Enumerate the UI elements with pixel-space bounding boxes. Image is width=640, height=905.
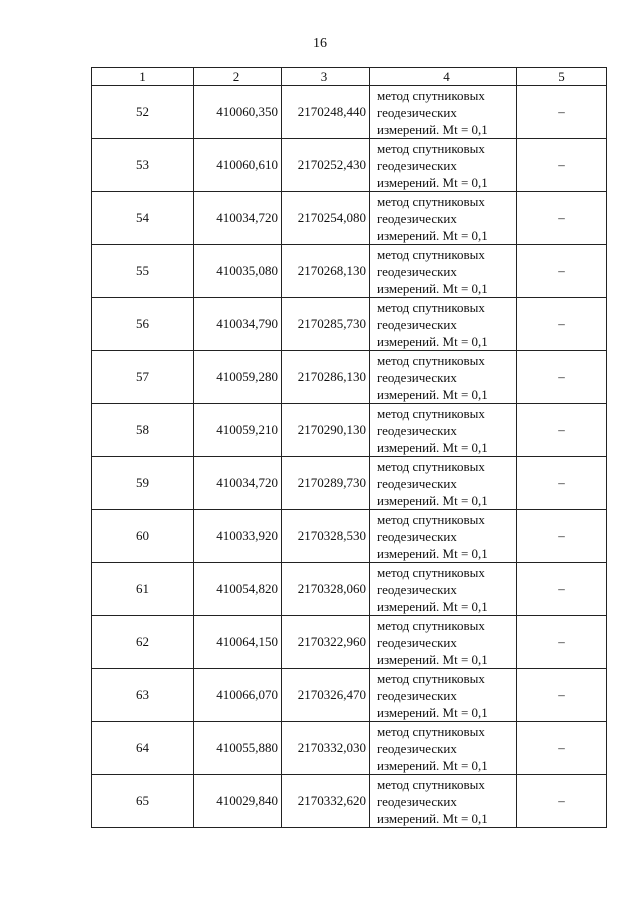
method-cell	[370, 669, 517, 722]
method-cell	[370, 616, 517, 669]
method-line: измерений. Mt = 0,1	[377, 704, 488, 720]
table-row	[92, 86, 607, 139]
method-line: измерений. Mt = 0,1	[377, 121, 488, 137]
point-number-cell: 56	[92, 298, 194, 351]
method-line: измерений. Mt = 0,1	[377, 174, 488, 190]
method-line: измерений. Mt = 0,1	[377, 757, 488, 773]
method-cell	[370, 86, 517, 139]
table-header-row	[92, 68, 607, 86]
y-coordinate-cell: 2170328,060	[282, 563, 370, 616]
method-cell	[370, 139, 517, 192]
method-line: метод спутниковых	[377, 352, 485, 368]
table-row	[92, 669, 607, 722]
method-line: измерений. Mt = 0,1	[377, 492, 488, 508]
method-line: измерений. Mt = 0,1	[377, 651, 488, 667]
x-coordinate-cell: 410033,920	[194, 510, 282, 563]
point-number-cell: 54	[92, 192, 194, 245]
y-coordinate-cell: 2170286,130	[282, 351, 370, 404]
note-cell: –	[517, 457, 607, 510]
x-coordinate-cell: 410060,610	[194, 139, 282, 192]
column-header-5: 5	[517, 68, 607, 86]
note-cell: –	[517, 86, 607, 139]
table-row	[92, 563, 607, 616]
method-cell	[370, 722, 517, 775]
method-line: геодезических	[377, 581, 457, 597]
method-line: метод спутниковых	[377, 723, 485, 739]
note-cell: –	[517, 722, 607, 775]
point-number-cell: 64	[92, 722, 194, 775]
y-coordinate-cell: 2170252,430	[282, 139, 370, 192]
note-cell: –	[517, 192, 607, 245]
method-line: метод спутниковых	[377, 564, 485, 580]
y-coordinate-cell: 2170254,080	[282, 192, 370, 245]
table-row	[92, 139, 607, 192]
method-line: метод спутниковых	[377, 299, 485, 315]
table-row	[92, 192, 607, 245]
method-line: геодезических	[377, 793, 457, 809]
method-line: измерений. Mt = 0,1	[377, 333, 488, 349]
table-row	[92, 298, 607, 351]
y-coordinate-cell: 2170332,620	[282, 775, 370, 828]
method-line: геодезических	[377, 369, 457, 385]
point-number-cell: 57	[92, 351, 194, 404]
x-coordinate-cell: 410034,790	[194, 298, 282, 351]
x-coordinate-cell: 410034,720	[194, 192, 282, 245]
point-number-cell: 63	[92, 669, 194, 722]
method-cell	[370, 775, 517, 828]
method-line: геодезических	[377, 263, 457, 279]
method-cell	[370, 404, 517, 457]
note-cell: –	[517, 510, 607, 563]
point-number-cell: 59	[92, 457, 194, 510]
y-coordinate-cell: 2170290,130	[282, 404, 370, 457]
method-line: метод спутниковых	[377, 670, 485, 686]
method-line: метод спутниковых	[377, 246, 485, 262]
method-line: метод спутниковых	[377, 617, 485, 633]
point-number-cell: 53	[92, 139, 194, 192]
note-cell: –	[517, 669, 607, 722]
method-line: геодезических	[377, 422, 457, 438]
method-cell	[370, 298, 517, 351]
method-line: геодезических	[377, 528, 457, 544]
table-row	[92, 404, 607, 457]
point-number-cell: 65	[92, 775, 194, 828]
method-cell	[370, 510, 517, 563]
method-line: метод спутниковых	[377, 193, 485, 209]
method-line: измерений. Mt = 0,1	[377, 545, 488, 561]
point-number-cell: 58	[92, 404, 194, 457]
method-line: геодезических	[377, 316, 457, 332]
x-coordinate-cell: 410035,080	[194, 245, 282, 298]
note-cell: –	[517, 298, 607, 351]
method-line: метод спутниковых	[377, 511, 485, 527]
method-line: геодезических	[377, 104, 457, 120]
x-coordinate-cell: 410029,840	[194, 775, 282, 828]
method-line: геодезических	[377, 475, 457, 491]
table-row	[92, 351, 607, 404]
method-line: метод спутниковых	[377, 87, 485, 103]
note-cell: –	[517, 139, 607, 192]
table-row	[92, 775, 607, 828]
y-coordinate-cell: 2170289,730	[282, 457, 370, 510]
y-coordinate-cell: 2170268,130	[282, 245, 370, 298]
method-line: измерений. Mt = 0,1	[377, 386, 488, 402]
x-coordinate-cell: 410059,210	[194, 404, 282, 457]
method-line: измерений. Mt = 0,1	[377, 439, 488, 455]
table-row	[92, 722, 607, 775]
point-number-cell: 52	[92, 86, 194, 139]
x-coordinate-cell: 410034,720	[194, 457, 282, 510]
method-line: метод спутниковых	[377, 776, 485, 792]
point-number-cell: 55	[92, 245, 194, 298]
method-line: метод спутниковых	[377, 140, 485, 156]
method-cell	[370, 563, 517, 616]
table-row	[92, 457, 607, 510]
column-header-2: 2	[194, 68, 282, 86]
note-cell: –	[517, 563, 607, 616]
method-line: геодезических	[377, 740, 457, 756]
note-cell: –	[517, 245, 607, 298]
column-header-1: 1	[92, 68, 194, 86]
method-line: измерений. Mt = 0,1	[377, 810, 488, 826]
y-coordinate-cell: 2170326,470	[282, 669, 370, 722]
method-line: измерений. Mt = 0,1	[377, 280, 488, 296]
point-number-cell: 61	[92, 563, 194, 616]
method-line: геодезических	[377, 634, 457, 650]
x-coordinate-cell: 410060,350	[194, 86, 282, 139]
table-row	[92, 616, 607, 669]
method-line: метод спутниковых	[377, 458, 485, 474]
method-line: метод спутниковых	[377, 405, 485, 421]
method-cell	[370, 457, 517, 510]
method-line: геодезических	[377, 157, 457, 173]
y-coordinate-cell: 2170248,440	[282, 86, 370, 139]
method-line: геодезических	[377, 210, 457, 226]
x-coordinate-cell: 410064,150	[194, 616, 282, 669]
x-coordinate-cell: 410055,880	[194, 722, 282, 775]
point-number-cell: 62	[92, 616, 194, 669]
note-cell: –	[517, 616, 607, 669]
point-number-cell: 60	[92, 510, 194, 563]
note-cell: –	[517, 775, 607, 828]
method-cell	[370, 192, 517, 245]
table-row	[92, 245, 607, 298]
note-cell: –	[517, 404, 607, 457]
method-line: геодезических	[377, 687, 457, 703]
x-coordinate-cell: 410066,070	[194, 669, 282, 722]
method-cell	[370, 245, 517, 298]
y-coordinate-cell: 2170322,960	[282, 616, 370, 669]
x-coordinate-cell: 410054,820	[194, 563, 282, 616]
method-line: измерений. Mt = 0,1	[377, 227, 488, 243]
method-line: измерений. Mt = 0,1	[377, 598, 488, 614]
table-row	[92, 510, 607, 563]
page-number: 16	[313, 36, 327, 51]
x-coordinate-cell: 410059,280	[194, 351, 282, 404]
method-cell	[370, 351, 517, 404]
y-coordinate-cell: 2170285,730	[282, 298, 370, 351]
y-coordinate-cell: 2170328,530	[282, 510, 370, 563]
note-cell: –	[517, 351, 607, 404]
coordinates-table	[91, 67, 607, 828]
y-coordinate-cell: 2170332,030	[282, 722, 370, 775]
column-header-4: 4	[370, 68, 517, 86]
column-header-3: 3	[282, 68, 370, 86]
